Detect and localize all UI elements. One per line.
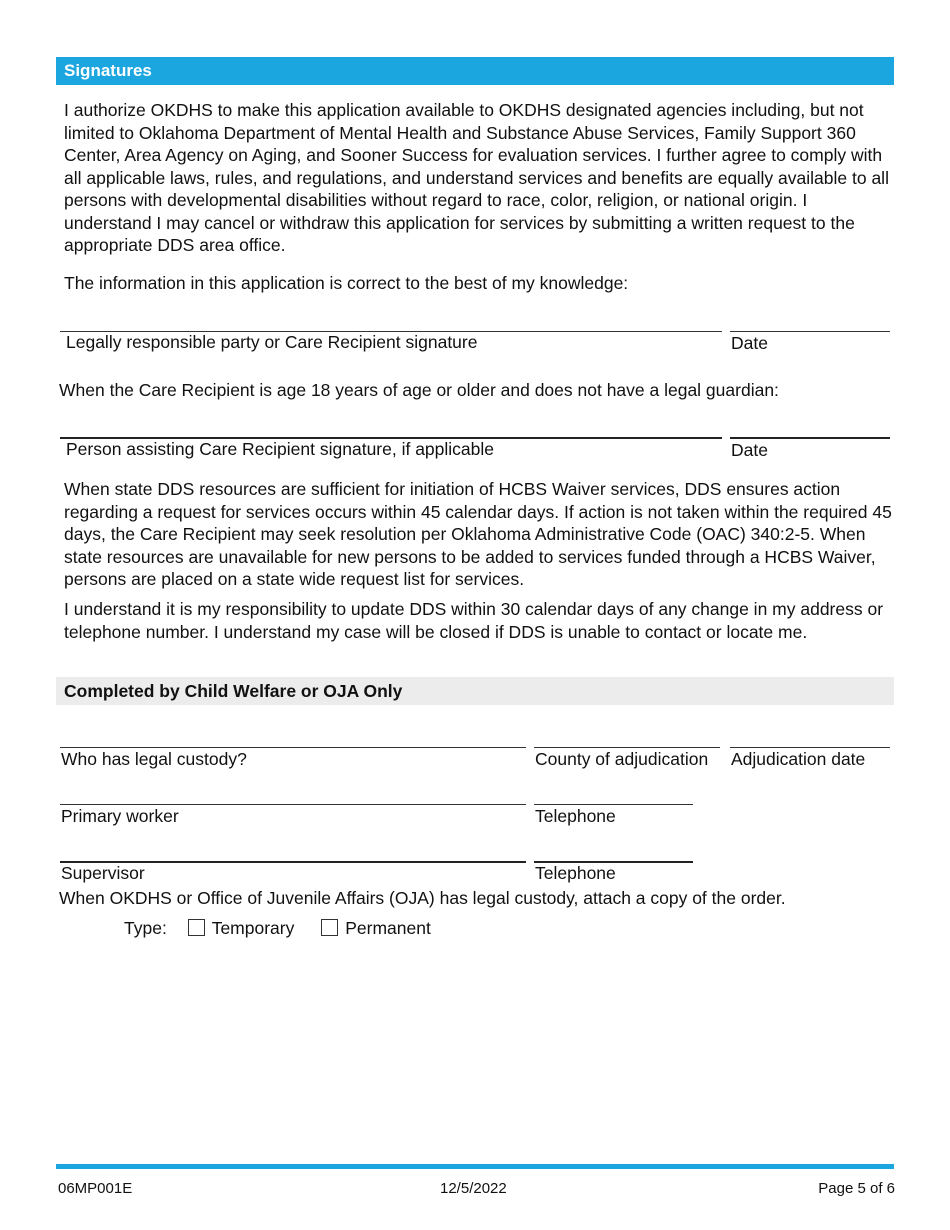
county-label: County of adjudication [535,749,709,769]
primary-worker-label: Primary worker [61,806,179,826]
custody-order-text: When OKDHS or Office of Juvenile Affairs (OJA) has legal custody, attach a copy of the order. [59,888,786,908]
legal-custody-label: Who has legal custody? [61,749,247,769]
footer-rule [56,1164,894,1169]
permanent-label: Permanent [345,918,431,938]
child-welfare-header: Completed by Child Welfare or OJA Only [56,677,894,705]
responsibility-text: I understand it is my responsibility to update DDS within 30 calendar days of any change in my address or telephone number. I understand my case will be closed if DDS is unable to contact or locate me. [64,599,884,642]
signatures-header: Signatures [56,57,894,85]
adjudication-date-label: Adjudication date [731,749,866,769]
correct-statement: The information in this application is correct to the best of my knowledge: [64,273,629,293]
hcbs-text: When state DDS resources are sufficient for initiation of HCBS Waiver services, DDS ensures action regarding a request for services occurs within 45 calendar days. If action is not taken within the required 45 days, the Care Recipient may seek resolution per Oklahoma Administrative Code (OAC) 340:2-5. When state resources are unavailable for new persons to be added to services funded through a HCBS Waiver, persons are placed on a state wide request list for services. [64,479,892,589]
form-number: 06MP001E [58,1180,133,1197]
adjudication-date-line[interactable] [730,747,890,748]
permanent-checkbox[interactable] [321,919,338,936]
authorization-text: I authorize OKDHS to make this application available to OKDHS designated agencies including, but not limited to Oklahoma Department of Mental Health and Substance Abuse Services, Family Support 360 Center, Area Agency on Aging, and Sooner Success for evaluation services. I further agree to comply with all applicable laws, rules, and regulations, and understand services and benefits are equally available to all persons with developmental disabilities without regard to race, color, religion, or national origin. I understand I may cancel or withdraw this application for services by submitting a written request to the appropriate DDS area office. [64,100,889,255]
date-1-line[interactable] [730,331,890,332]
telephone-2-label: Telephone [535,863,616,883]
custody-type-row [124,918,431,938]
footer-date: 12/5/2022 [440,1180,507,1197]
signature-1-label: Legally responsible party or Care Recipient signature [66,332,478,352]
county-line[interactable] [534,747,720,748]
date-2-label: Date [731,440,768,460]
type-label: Type: [124,918,167,938]
signature-2-label: Person assisting Care Recipient signature, if applicable [66,439,495,459]
temporary-checkbox[interactable] [188,919,205,936]
temporary-label: Temporary [211,918,295,938]
date-1-label: Date [731,333,768,353]
primary-worker-line[interactable] [60,804,526,805]
telephone-1-label: Telephone [535,806,616,826]
supervisor-label: Supervisor [61,863,145,883]
telephone-1-line[interactable] [534,804,693,805]
legal-custody-line[interactable] [60,747,526,748]
age-statement: When the Care Recipient is age 18 years of age or older and does not have a legal guardian: [59,380,779,400]
date-2-line[interactable] [730,437,890,439]
page-number: Page 5 of 6 [818,1180,895,1197]
